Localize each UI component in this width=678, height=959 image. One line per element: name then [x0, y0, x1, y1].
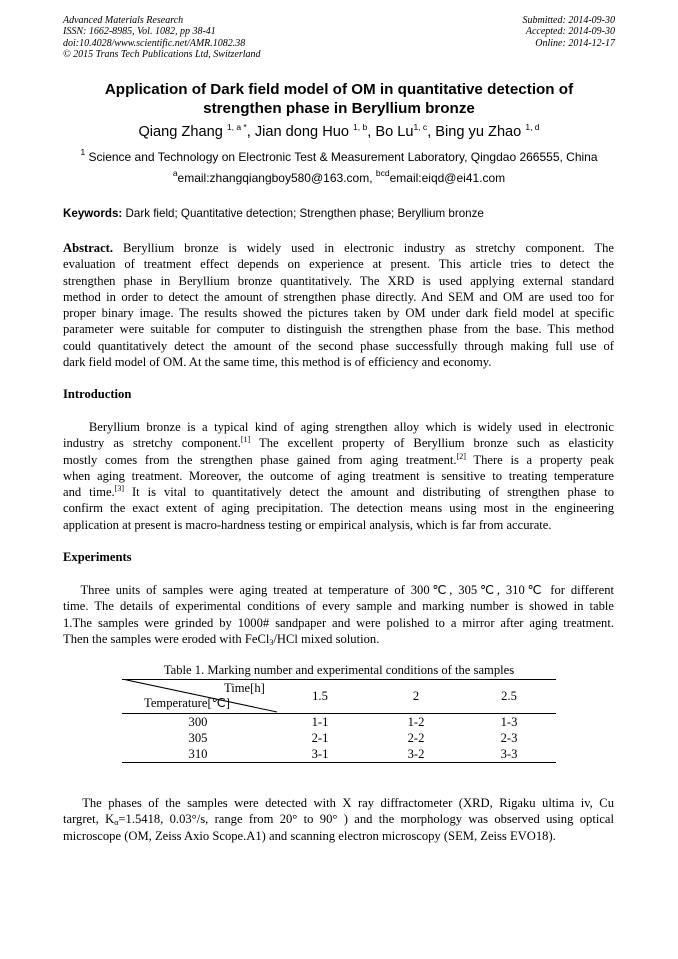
journal-issn: ISSN: 1662-8985, Vol. 1082, pp 38-41	[63, 26, 216, 38]
author-affil-mark: 1, d	[525, 122, 540, 132]
email-address: email:eiqd@ei41.com	[389, 171, 506, 185]
marking-number: 1-1	[311, 715, 329, 729]
submitted-date: Submitted: 2014-09-30	[522, 15, 615, 26]
author-name: Qiang Zhang	[138, 124, 223, 140]
online-date: Online: 2014-12-17	[535, 37, 615, 49]
citation-ref: [2]	[456, 451, 466, 461]
paragraph-line: Then the samples were eroded with FeCl$_3$/HCl mixed solution.	[63, 631, 380, 647]
author-name: Jian dong Huo	[254, 124, 349, 140]
paragraph-line: 1.The samples were grinded by 1000# sandpaper and were polished to a mirror after aging treatment.	[63, 615, 614, 630]
section-heading-introduction: Introduction	[63, 387, 132, 401]
marking-number: 1-2	[407, 715, 425, 729]
marking-number: 3-3	[500, 747, 518, 761]
table-bottom-rule	[122, 762, 556, 763]
row-temperature: 310	[188, 747, 208, 761]
title-line-2: strengthen phase in Beryllium bronze	[203, 100, 475, 117]
journal-copyright: © 2015 Trans Tech Publications Ltd, Switzerland	[63, 49, 261, 61]
author-list: Qiang Zhang $^{1, a *}$, Jian dong Huo $^{1, b}$, Bo Lu$^{1, c}$, Bing yu Zhao $^{1, d}$	[138, 122, 540, 140]
journal-info	[63, 15, 261, 61]
email-mark: bcd	[375, 168, 390, 178]
marking-number: 2-3	[500, 731, 518, 745]
column-header: 2.5	[501, 689, 517, 703]
abstract-line: parameter were suitable for computer to distinguish the strengthen phase from the base. This method	[63, 322, 614, 337]
affiliation-text: Science and Technology on Electronic Test & Measurement Laboratory, Qingdao 266555, China	[88, 150, 598, 164]
author-name: Bo Lu	[375, 124, 414, 140]
author-name: Bing yu Zhao	[435, 124, 522, 140]
abstract	[63, 240, 614, 370]
row-temperature: 300	[188, 715, 208, 729]
conditions-table	[122, 679, 556, 763]
affiliation-mark: 1	[80, 147, 86, 157]
abstract-line: Abstract. Beryllium bronze is widely used in electronic industry as stretchy component. The	[63, 241, 614, 255]
paragraph-line: microscope (OM, Zeiss Axio Scope.A1) and scanning electron microscopy (SEM, Zeiss EVO18).	[63, 828, 556, 843]
keywords	[63, 206, 623, 221]
marking-number: 1-3	[500, 715, 518, 729]
row-temperature: 305	[188, 731, 208, 745]
paper-title	[63, 80, 615, 118]
author-affil-mark: 1, b	[353, 122, 368, 132]
paragraph-line: and time.[3] It is vital to quantitatively detect the amount and distributing of strengthen phase to	[63, 484, 614, 500]
paragraph-line: time. The details of experimental conditions of every sample and marking number is showed in table	[63, 599, 614, 614]
paragraph-line: when aging treatment. Moreover, the outcome of aging treatment is sensitive to treating temperature	[63, 468, 614, 483]
paragraph-line: mostly comes from the strengthen phase gained from aging treatment.[2] There is a property peak	[63, 451, 614, 467]
table-caption: Table 1. Marking number and experimental conditions of the samples	[163, 663, 515, 677]
marking-number: 2-2	[407, 731, 425, 745]
paragraph-line: Beryllium bronze is a typical kind of aging strengthen alloy which is widely used in electronic	[63, 420, 614, 434]
abstract-line: method in order to detect the amount of strengthen phase directly. And SEM and OM are used too for	[63, 289, 614, 304]
submission-dates	[523, 15, 616, 49]
experiments-paragraph	[63, 582, 614, 647]
marking-number: 3-1	[311, 747, 329, 761]
email-mark: a	[172, 168, 178, 178]
paragraph-line: The phases of the samples were detected with X ray diffractometer (XRD, Rigaku ultima iv, Cu	[63, 796, 614, 810]
abstract-line: strengthen phase in Beryllium bronze quantitatively. The XRD is used applying external standard	[63, 273, 614, 288]
section-heading-experiments: Experiments	[63, 550, 132, 564]
abstract-line: proper binary image. The results showed the pictures taken by OM under dark field model at specific	[63, 306, 614, 321]
author-affil-mark: 1, a *	[226, 122, 247, 132]
paragraph-line: application at present is macro-hardness testing or empirical analysis, which is far from accurate.	[63, 517, 552, 532]
author-emails	[63, 168, 615, 186]
marking-number: 3-2	[407, 747, 425, 761]
author-affil-mark: 1, c	[413, 122, 428, 132]
paragraph-line: industry as stretchy component.[1] The excellent property of Beryllium bronze such as elasticity	[63, 435, 614, 451]
methods-paragraph	[63, 795, 614, 844]
abstract-label: Abstract.	[63, 241, 114, 255]
column-header: 1.5	[312, 689, 328, 703]
title-line-1: Application of Dark field model of OM in quantitative detection of	[104, 81, 574, 98]
paragraph-line: confirm the exact extent of aging precipitation. The detection means using most in the engineering	[63, 501, 614, 516]
abstract-line: evaluation of treatment effect depends on experience at present. This article tries to detect the	[63, 257, 614, 272]
keywords-text: Dark field; Quantitative detection; Strengthen phase; Beryllium bronze	[125, 207, 484, 220]
introduction-paragraph	[63, 419, 614, 533]
journal-name: Advanced Materials Research	[63, 15, 184, 26]
email-address: email:zhangqiangboy580@163.com,	[177, 171, 373, 185]
marking-number: 2-1	[311, 731, 329, 745]
corner-header-time: Time[h]	[224, 681, 265, 695]
abstract-line: dark field model of OM. At the same time, this method is of efficiency and economy.	[63, 355, 492, 370]
keywords-label: Keywords:	[63, 207, 123, 220]
journal-doi: doi:10.4028/www.scientific.net/AMR.1082.38	[63, 37, 246, 49]
abstract-line: could quantitatively detect the amount of the second phase successfully through making full use of	[63, 338, 614, 353]
affiliation	[40, 147, 638, 165]
corner-header-temperature: Temperature[℃]	[144, 696, 230, 710]
citation-ref: [1]	[240, 435, 251, 445]
paragraph-line: Three units of samples were aging treated at temperature of 300℃, 305℃, 310℃ for different	[63, 583, 614, 597]
citation-ref: [3]	[114, 484, 125, 494]
accepted-date: Accepted: 2014-09-30	[525, 26, 615, 38]
paragraph-line: targret, $K_\alpha=1.5418$, 0.03°/s, range from 20° to 90° ) and the morphology was observed using optical	[63, 812, 614, 828]
column-header: 2	[412, 689, 420, 703]
